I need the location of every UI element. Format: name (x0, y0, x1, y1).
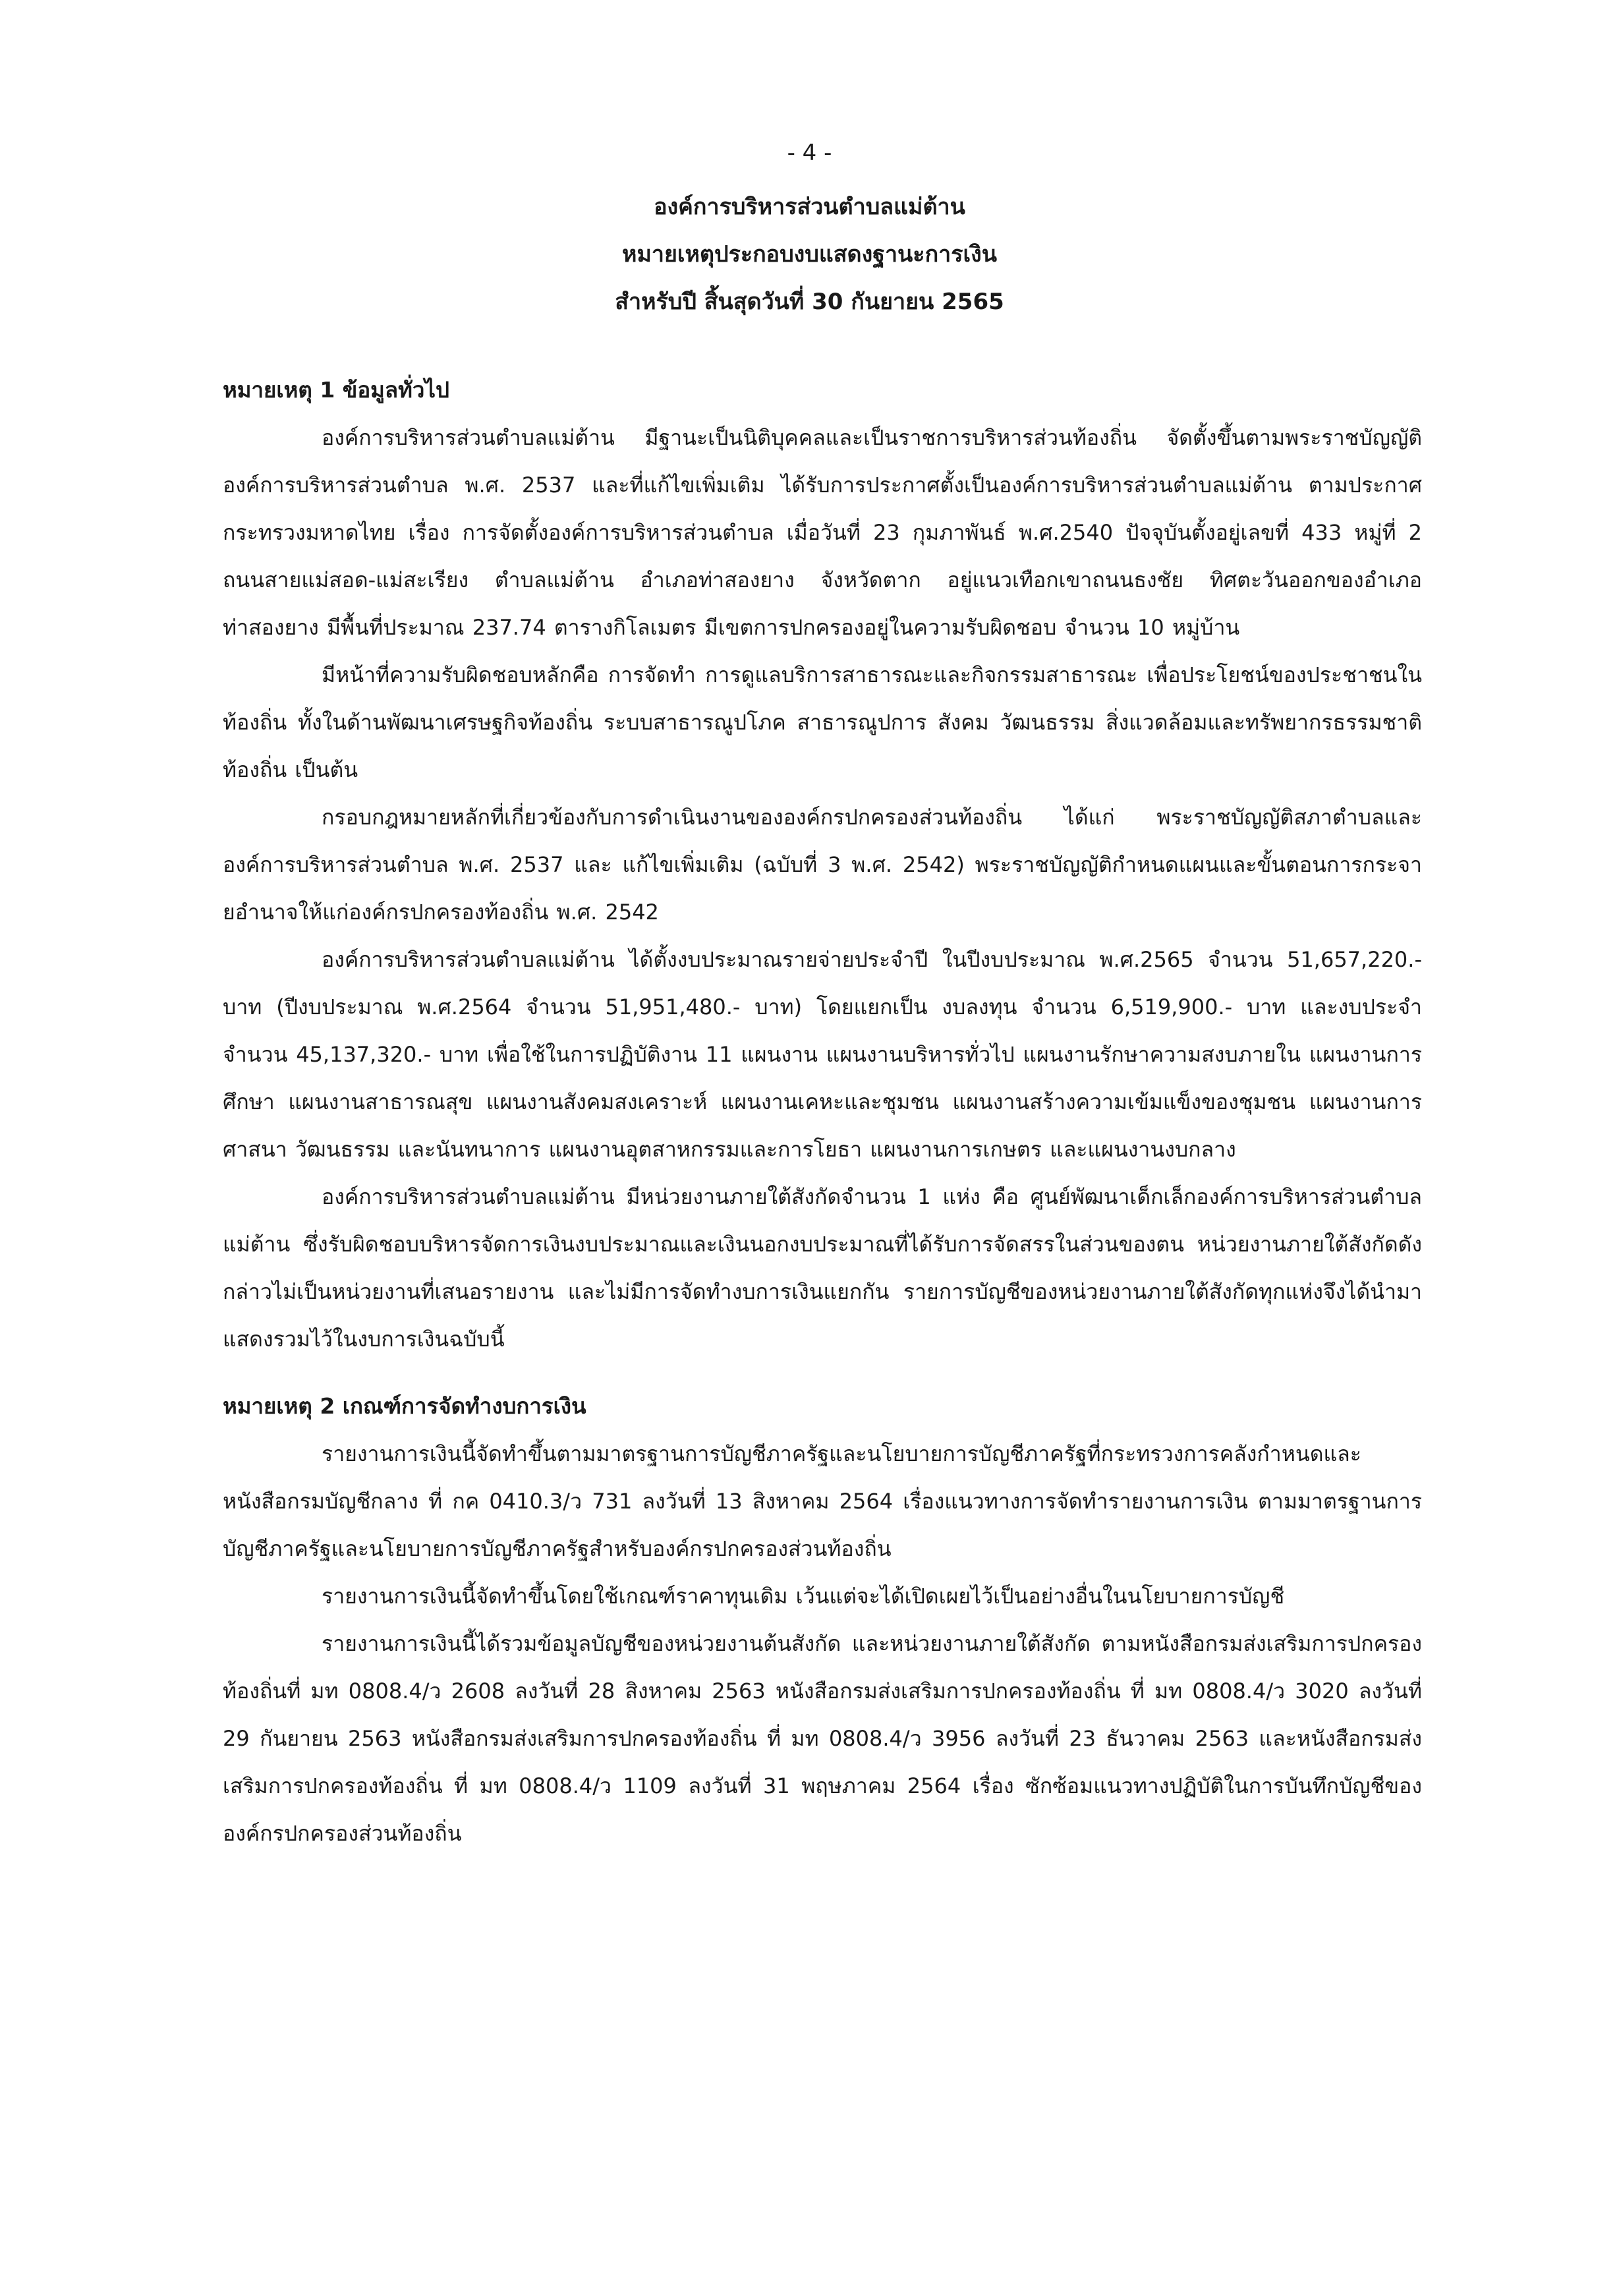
document-header (0, 183, 1619, 326)
note-2-section (223, 1383, 1422, 1857)
page-number: - 4 - (787, 140, 832, 166)
note-1-paragraph: กรอบกฎหมายหลักที่เกี่ยวข้องกับการดำเนินงานขององค์กรปกครองส่วนท้องถิ่น ได้แก่ พระราชบัญญัติสภาตำบลและองค์การบริหารส่วนตำบล พ.ศ. 2537 และ แก้ไขเพิ่มเติม (ฉบับที่ 3 พ.ศ. 2542) พระราชบัญญัติกำหนดแผนและขั้นตอนการกระจายอำนาจให้แก่องค์กรปกครองท้องถิ่น พ.ศ. 2542 (223, 805, 1423, 925)
note-1-paragraph: องค์การบริหารส่วนตำบลแม่ต้าน มีฐานะเป็นนิติบุคคลและเป็นราชการบริหารส่วนท้องถิ่น จัดตั้งขึ้นตามพระราชบัญญัติองค์การบริหารส่วนตำบล พ.ศ. 2537 และที่แก้ไขเพิ่มเติม ได้รับการประกาศตั้งเป็นองค์การบริหารส่วนตำบลแม่ต้าน ตามประกาศกระทรวงมหาดไทย เรื่อง การจัดตั้งองค์การบริหารส่วนตำบล เมื่อวันที่ 23 กุมภาพันธ์ พ.ศ.2540 ปัจจุบันตั้งอยู่เลขที่ 433 หมู่ที่ 2 ถนนสายแม่สอด-แม่สะเรียง ตำบลแม่ต้าน อำเภอท่าสองยาง จังหวัดตาก อยู่แนวเทือกเขาถนนธงชัย ทิศตะวันออกของอำเภอท่าสองยาง มีพื้นที่ประมาณ 237.74 ตารางกิโลเมตร มีเขตการปกครองอยู่ในความรับผิดชอบ จำนวน 10 หมู่บ้าน (223, 425, 1422, 640)
document-body (223, 366, 1422, 1857)
period-title: สำหรับปี สิ้นสุดวันที่ 30 กันยายน 2565 (615, 289, 1004, 315)
note-1-section (223, 366, 1422, 1363)
document-title: หมายเหตุประกอบงบแสดงฐานะการเงิน (622, 241, 997, 268)
note-2-paragraph: รายงานการเงินนี้จัดทำขึ้นตามมาตรฐานการบัญชีภาครัฐและนโยบายการบัญชีภาครัฐที่กระทรวงการคลังกำหนดและหนังสือกรมบัญชีกลาง ที่ กค 0410.3/ว 731 ลงวันที่ 13 สิงหาคม 2564 เรื่องแนวทางการจัดทำรายงานการเงิน ตามมาตรฐานการบัญชีภาครัฐและนโยบายการบัญชีภาครัฐสำหรับองค์กรปกครองส่วนท้องถิ่น (223, 1441, 1422, 1561)
organization-title: องค์การบริหารส่วนตำบลแม่ต้าน (654, 194, 965, 220)
note-1-heading: หมายเหตุ 1 ข้อมูลทั่วไป (223, 377, 449, 403)
note-1-paragraph: มีหน้าที่ความรับผิดชอบหลักคือ การจัดทำ การดูแลบริการสาธารณะและกิจกรรมสาธารณะ เพื่อประโยชน์ของประชาชนในท้องถิ่น ทั้งในด้านพัฒนาเศรษฐกิจท้องถิ่น ระบบสาธารณูปโภค สาธารณูปการ สังคม วัฒนธรรม สิ่งแวดล้อมและทรัพยากรธรรมชาติ ท้องถิ่น เป็นต้น (223, 662, 1423, 782)
note-1-paragraph: องค์การบริหารส่วนตำบลแม่ต้าน ได้ตั้งงบประมาณรายจ่ายประจำปี ในปีงบประมาณ พ.ศ.2565 จำนวน 51,657,220.- บาท (ปีงบประมาณ พ.ศ.2564 จำนวน 51,951,480.- บาท) โดยแยกเป็น งบลงทุน จำนวน 6,519,900.- บาท และงบประจำ จำนวน 45,137,320.- บาท เพื่อใช้ในการปฏิบัติงาน 11 แผนงาน แผนงานบริหารทั่วไป แผนงานรักษาความสงบภายใน แผนงานการศึกษา แผนงานสาธารณสุข แผนงานสังคมสงเคราะห์ แผนงานเคหะและชุมชน แผนงานสร้างความเข้มแข็งของชุมชน แผนงานการศาสนา วัฒนธรรม และนันทนาการ แผนงานอุตสาหกรรมและการโยธา แผนงานการเกษตร และแผนงานงบกลาง (223, 947, 1422, 1162)
note-2-paragraph: รายงานการเงินนี้จัดทำขึ้นโดยใช้เกณฑ์ราคาทุนเดิม เว้นแต่จะได้เปิดเผยไว้เป็นอย่างอื่นในนโยบายการบัญชี (322, 1584, 1285, 1609)
note-2-heading: หมายเหตุ 2 เกณฑ์การจัดทำงบการเงิน (223, 1393, 586, 1419)
note-2-paragraph: รายงานการเงินนี้ได้รวมข้อมูลบัญชีของหน่วยงานต้นสังกัด และหน่วยงานภายใต้สังกัด ตามหนังสือกรมส่งเสริมการปกครองท้องถิ่นที่ มท 0808.4/ว 2608 ลงวันที่ 28 สิงหาคม 2563 หนังสือกรมส่งเสริมการปกครองท้องถิ่น ที่ มท 0808.4/ว 3020 ลงวันที่ 29 กันยายน 2563 หนังสือกรมส่งเสริมการปกครองท้องถิ่น ที่ มท 0808.4/ว 3956 ลงวันที่ 23 ธันวาคม 2563 และหนังสือกรมส่งเสริมการปกครองท้องถิ่น ที่ มท 0808.4/ว 1109 ลงวันที่ 31 พฤษภาคม 2564 เรื่อง ซักซ้อมแนวทางปฏิบัติในการบันทึกบัญชีขององค์กรปกครองส่วนท้องถิ่น (223, 1631, 1422, 1846)
note-1-paragraph: องค์การบริหารส่วนตำบลแม่ต้าน มีหน่วยงานภายใต้สังกัดจำนวน 1 แห่ง คือ ศูนย์พัฒนาเด็กเล็กองค์การบริหารส่วนตำบลแม่ต้าน ซึ่งรับผิดชอบบริหารจัดการเงินงบประมาณและเงินนอกงบประมาณที่ได้รับการจัดสรรในส่วนของตน หน่วยงานภายใต้สังกัดดังกล่าวไม่เป็นหน่วยงานที่เสนอรายงาน และไม่มีการจัดทำงบการเงินแยกกัน รายการบัญชีของหน่วยงานภายใต้สังกัดทุกแห่งจึงได้นำมาแสดงรวมไว้ในงบการเงินฉบับนี้ (223, 1184, 1422, 1352)
